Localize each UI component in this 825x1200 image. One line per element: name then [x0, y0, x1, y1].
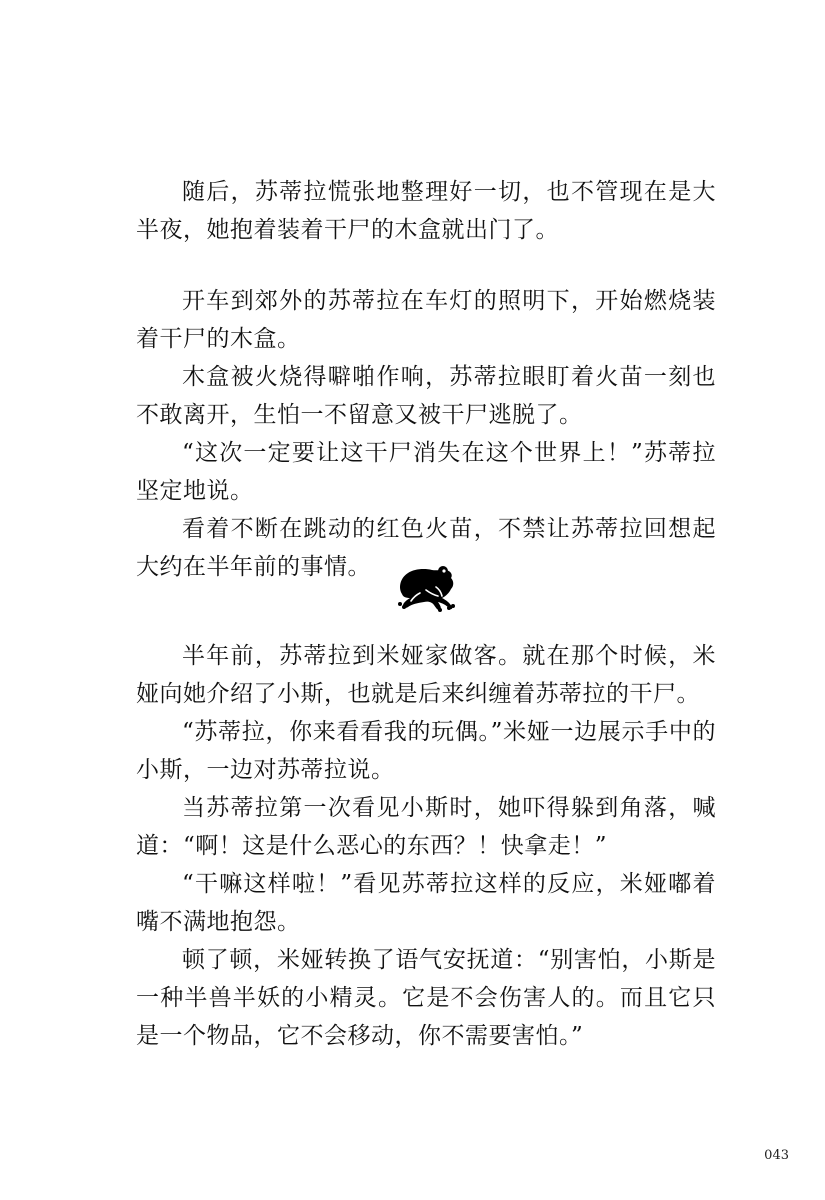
- paragraph: 顿了顿，米娅转换了语气安抚道：“别害怕，小斯是一种半兽半妖的小精灵。它是不会伤害人的。而且它只是一个物品，它不会移动，你不需要害怕。”: [136, 947, 716, 1049]
- paragraph: 看着不断在跳动的红色火苗，不禁让苏蒂拉回想起大约在半年前的事情。: [136, 516, 716, 580]
- paragraph: 半年前，苏蒂拉到米娅家做客。就在那个时候，米娅向她介绍了小斯，也就是后来纠缠着苏蒂拉的干尸。: [136, 643, 716, 707]
- paragraph: 当苏蒂拉第一次看见小斯时，她吓得躲到角落，喊道：“啊！这是什么恶心的东西？！快拿走！”: [136, 795, 716, 859]
- page-number: 043: [764, 1148, 789, 1163]
- paragraph: “苏蒂拉，你来看看我的玩偶。”米娅一边展示手中的小斯，一边对苏蒂拉说。: [136, 719, 716, 783]
- paragraph: “干嘛这样啦！”看见苏蒂拉这样的反应，米娅嘟着嘴不满地抱怨。: [136, 871, 716, 935]
- text-section-bottom: [136, 637, 716, 1055]
- paragraph: 随后，苏蒂拉慌张地整理好一切，也不管现在是大半夜，她抱着装着干尸的木盒就出门了。: [136, 179, 716, 243]
- frog-icon: [396, 560, 458, 612]
- paragraph: 木盒被火烧得噼啪作响，苏蒂拉眼盯着火苗一刻也不敢离开，生怕一不留意又被干尸逃脱了。: [136, 364, 716, 428]
- paragraph: 开车到郊外的苏蒂拉在车灯的照明下，开始燃烧装着干尸的木盒。: [136, 288, 716, 352]
- paragraph: “这次一定要让这干尸消失在这个世界上！”苏蒂拉坚定地说。: [136, 440, 716, 504]
- text-section-top: [136, 173, 716, 249]
- text-section-middle: [136, 282, 716, 586]
